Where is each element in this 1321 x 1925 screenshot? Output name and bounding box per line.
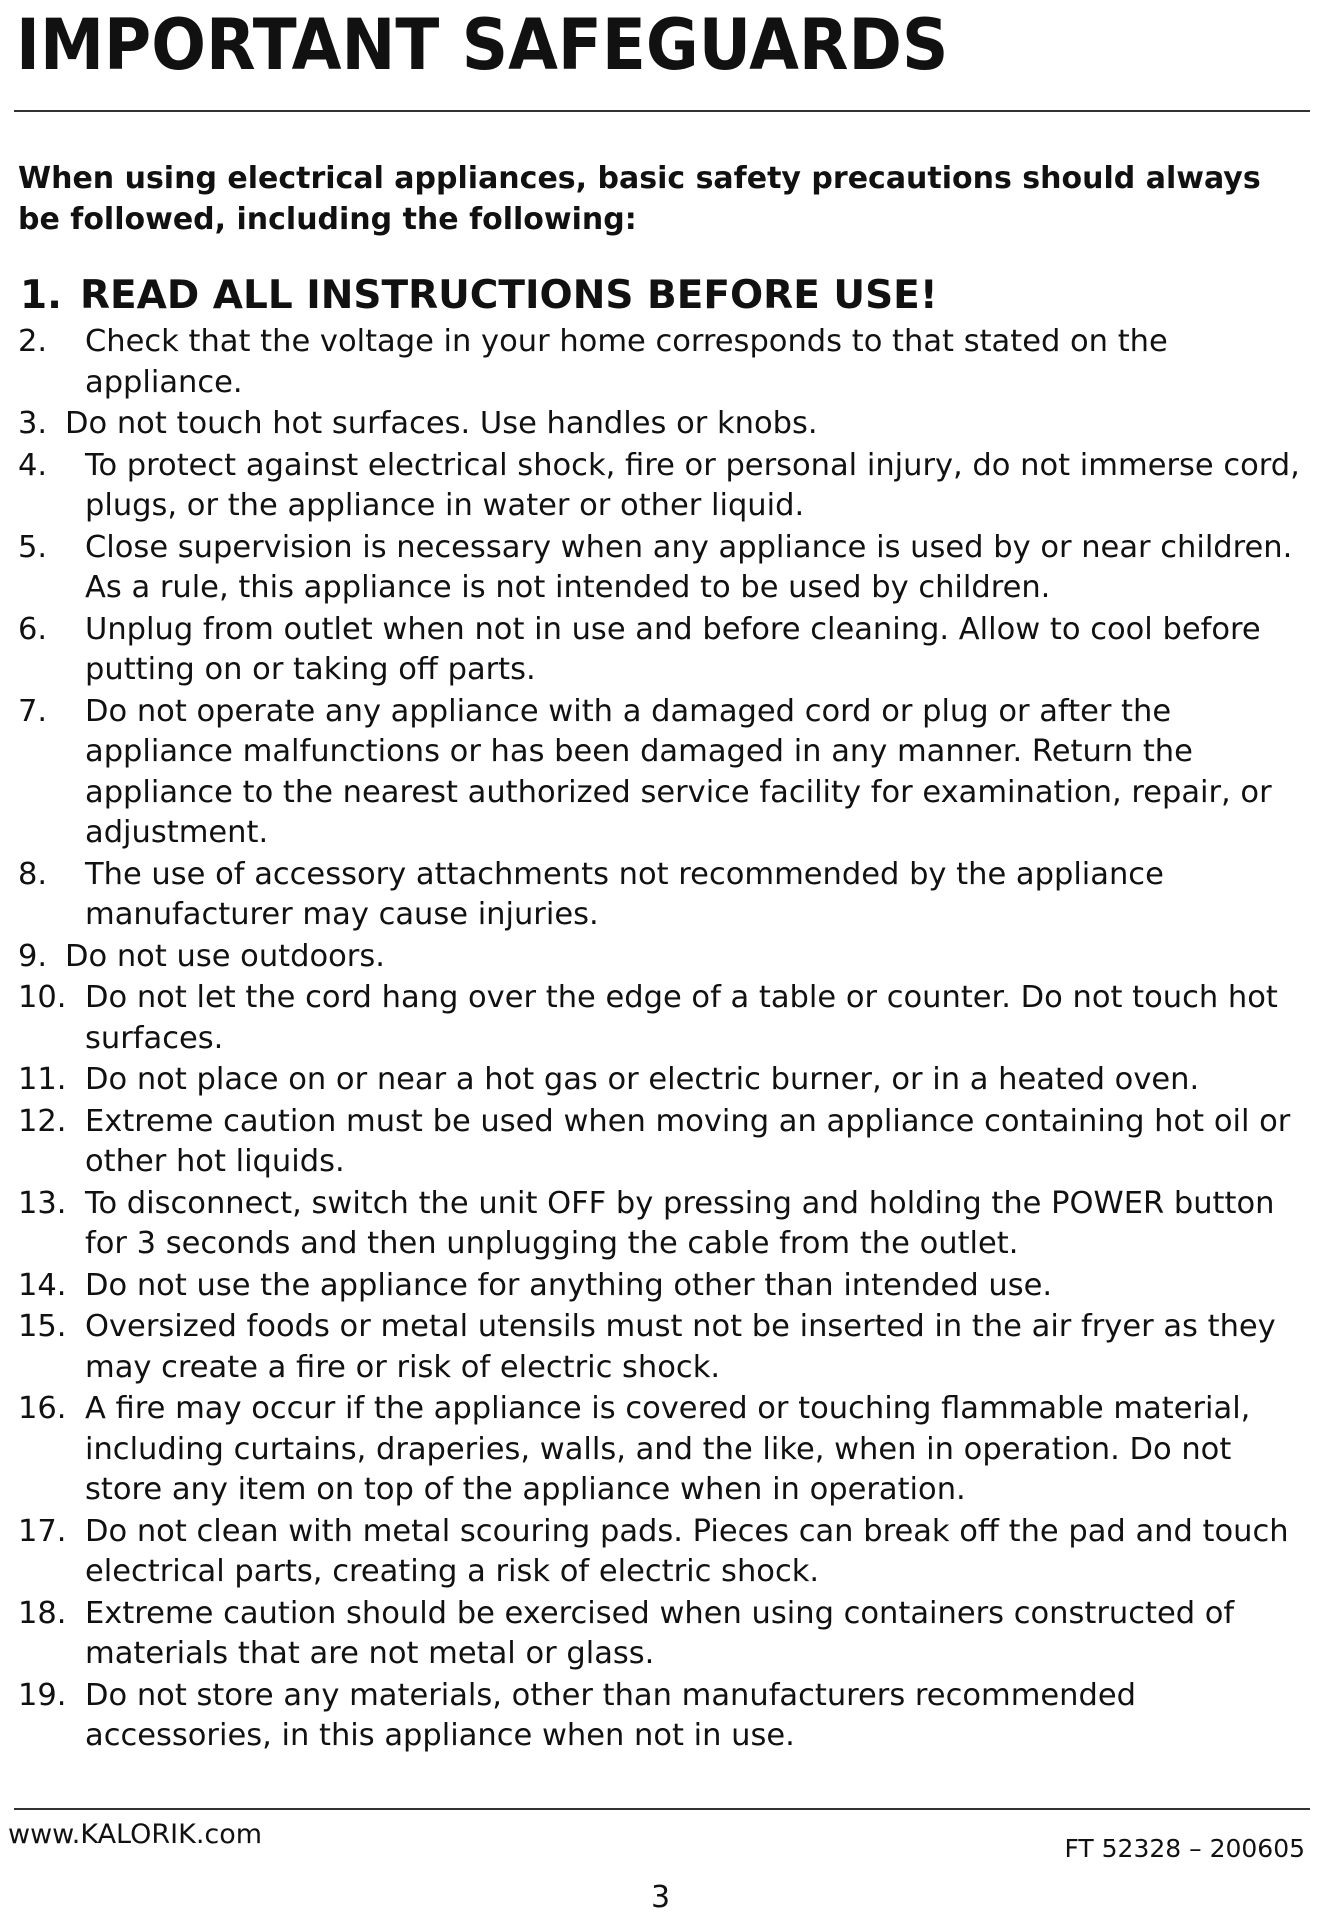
item-text: The use of accessory attachments not recommended by the appliance manufacturer may cause injuries. <box>85 856 1164 932</box>
list-item <box>0 1512 1321 1593</box>
item-text: Extreme caution should be exercised when using containers constructed of materials that are not metal or glass. <box>85 1595 1235 1671</box>
item-number: 14. <box>18 1267 67 1303</box>
list-item <box>0 978 1321 1059</box>
footer-website: www.KALORIK.com <box>8 1819 263 1850</box>
item-text: Do not touch hot surfaces. Use handles or knobs. <box>65 406 818 441</box>
item-text: Extreme caution must be used when moving an appliance containing hot oil or other hot liquids. <box>85 1103 1291 1179</box>
list-item <box>0 1676 1321 1757</box>
item-number: 5. <box>18 529 48 565</box>
list-item <box>0 1184 1321 1265</box>
item-number: 7. <box>18 693 48 729</box>
list-item <box>0 1389 1321 1511</box>
item-text: Do not use outdoors. <box>65 938 385 974</box>
list-item <box>0 404 1321 445</box>
item-text: To protect against electrical shock, fire or personal injury, do not immerse cord, plugs, or the appliance in water or other liquid. <box>85 447 1300 523</box>
item-text: Do not store any materials, other than manufacturers recommended accessories, in this appliance when not in use. <box>85 1677 1136 1753</box>
list-item <box>0 1594 1321 1675</box>
item-number: 19. <box>18 1677 67 1713</box>
item-text: Oversized foods or metal utensils must not be inserted in the air fryer as they may create a fire or risk of electric shock. <box>85 1309 1276 1385</box>
list-item <box>0 322 1321 403</box>
list-item <box>0 855 1321 936</box>
item-number: 6. <box>18 611 48 647</box>
list-item <box>0 1060 1321 1101</box>
item-number: 16. <box>18 1391 67 1426</box>
footer-model-code: FT 52328 – 200605 <box>1064 1834 1305 1863</box>
item-number: 9. <box>18 938 48 974</box>
item-number: 18. <box>18 1595 67 1631</box>
list-item <box>0 1307 1321 1388</box>
footer-divider <box>14 1808 1310 1810</box>
item-number: 2. <box>18 324 48 359</box>
item-text: Unplug from outlet when not in use and before cleaning. Allow to cool before putting on or taking off parts. <box>85 611 1261 687</box>
item-number: 15. <box>18 1309 67 1344</box>
header-divider <box>14 110 1310 112</box>
item-text: READ ALL INSTRUCTIONS BEFORE USE! <box>80 273 938 318</box>
item-number: 1. <box>20 273 62 318</box>
item-text: Do not operate any appliance with a damaged cord or plug or after the appliance malfunctions or has been damaged in any manner. Return the appliance to the nearest authorized service facility for examination, repair, or adjustment. <box>85 693 1272 850</box>
item-text: Do not place on or near a hot gas or electric burner, or in a heated oven. <box>85 1062 1200 1097</box>
item-text: To disconnect, switch the unit OFF by pressing and holding the POWER button for 3 seconds and then unplugging the cable from the outlet. <box>85 1185 1275 1261</box>
list-item <box>0 1266 1321 1307</box>
item-number: 10. <box>18 980 67 1015</box>
item-text: Close supervision is necessary when any appliance is used by or near children. As a rule, this appliance is not intended to be used by children. <box>85 529 1293 605</box>
item-number: 4. <box>18 447 48 483</box>
list-item <box>0 1102 1321 1183</box>
item-number: 3. <box>18 406 48 441</box>
page-number: 3 <box>650 1880 671 1915</box>
safeguards-list <box>0 270 1321 1758</box>
item-number: 13. <box>18 1185 67 1221</box>
item-number: 17. <box>18 1513 67 1549</box>
item-number: 11. <box>18 1062 67 1097</box>
item-number: 12. <box>18 1103 67 1139</box>
page-title: IMPORTANT SAFEGUARDS <box>16 4 949 86</box>
item-text: A fire may occur if the appliance is covered or touching flammable material, including curtains, draperies, walls, and the like, when in operation. Do not store any item on top of the appliance when in operation. <box>85 1391 1251 1507</box>
list-item <box>0 446 1321 527</box>
list-item <box>0 692 1321 854</box>
item-text: Do not clean with metal scouring pads. Pieces can break off the pad and touch electrical parts, creating a risk of electric shock. <box>85 1513 1289 1589</box>
list-item <box>0 270 1321 322</box>
item-text: Do not let the cord hang over the edge of a table or counter. Do not touch hot surfaces. <box>85 980 1278 1056</box>
item-text: Check that the voltage in your home corresponds to that stated on the appliance. <box>85 324 1168 400</box>
list-item <box>0 937 1321 978</box>
list-item <box>0 610 1321 691</box>
list-item <box>0 528 1321 609</box>
intro-text: When using electrical appliances, basic safety precautions should always be followed, including the following: <box>18 161 1261 237</box>
item-text: Do not use the appliance for anything other than intended use. <box>85 1267 1053 1303</box>
item-number: 8. <box>18 856 48 892</box>
